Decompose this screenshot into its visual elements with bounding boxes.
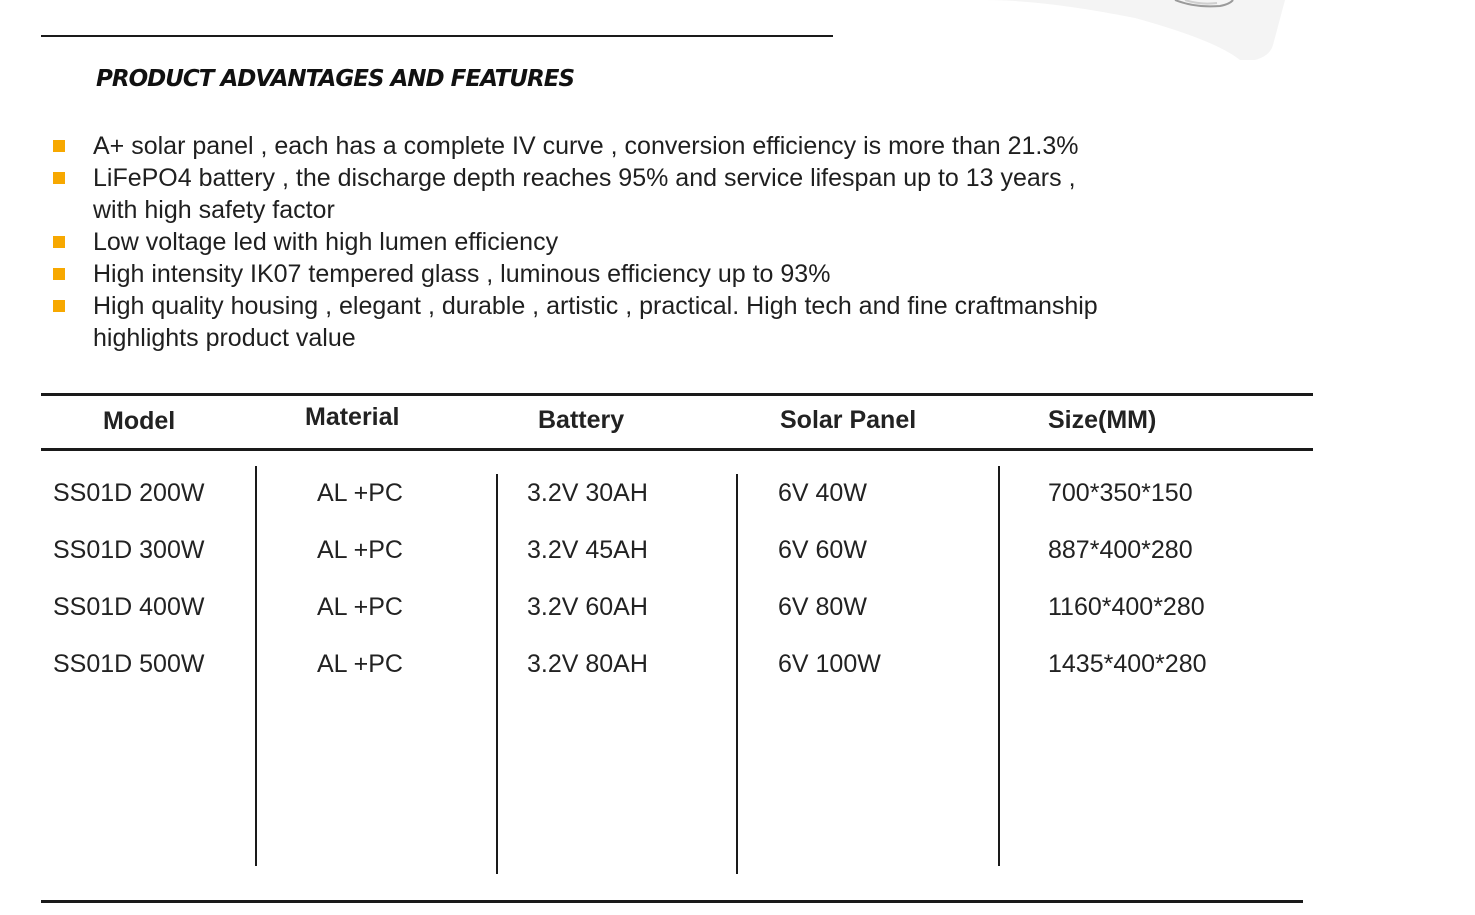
- table-cell-material: AL +PC: [317, 593, 403, 621]
- table-cell-material: AL +PC: [317, 650, 403, 678]
- feature-text: Low voltage led with high lumen efficiency: [93, 228, 559, 256]
- table-cell-model: SS01D 500W: [53, 650, 205, 678]
- table-cell-battery: 3.2V 60AH: [527, 593, 648, 621]
- table-cell-solar-panel: 6V 40W: [778, 479, 867, 507]
- feature-text: High quality housing , elegant , durable , artistic , practical. High tech and fine craftmanship: [93, 292, 1098, 320]
- table-top-rule: [41, 393, 1313, 396]
- column-separator: [255, 466, 257, 866]
- table-cell-size: 1160*400*280: [1048, 593, 1205, 621]
- column-separator: [998, 466, 1000, 866]
- column-separator: [736, 474, 738, 874]
- table-cell-model: SS01D 300W: [53, 536, 205, 564]
- header-material: Material: [305, 403, 400, 431]
- table-cell-material: AL +PC: [317, 536, 403, 564]
- feature-item: [0, 130, 1213, 162]
- column-separator: [496, 474, 498, 874]
- header-solar-panel: Solar Panel: [780, 406, 917, 434]
- square-bullet-icon: [53, 236, 65, 248]
- feature-text-continued: highlights product value: [93, 324, 356, 352]
- header-battery: Battery: [538, 406, 625, 434]
- table-cell-model: SS01D 200W: [53, 479, 205, 507]
- table-header-rule: [41, 448, 1313, 451]
- feature-text-continued: with high safety factor: [93, 196, 335, 224]
- table-cell-solar-panel: 6V 80W: [778, 593, 867, 621]
- table-cell-size: 887*400*280: [1048, 536, 1193, 564]
- table-cell-solar-panel: 6V 60W: [778, 536, 867, 564]
- table-cell-battery: 3.2V 45AH: [527, 536, 648, 564]
- table-cell-material: AL +PC: [317, 479, 403, 507]
- table-cell-size: 700*350*150: [1048, 479, 1193, 507]
- product-image-fragment: [985, 0, 1285, 60]
- top-divider: [41, 35, 833, 37]
- specs-table: [41, 393, 1313, 905]
- feature-item: [0, 226, 1213, 258]
- square-bullet-icon: [53, 140, 65, 152]
- table-cell-solar-panel: 6V 100W: [778, 650, 881, 678]
- section-title: PRODUCT ADVANTAGES AND FEATURES: [96, 66, 575, 92]
- feature-text: A+ solar panel , each has a complete IV curve , conversion efficiency is more than 21.3%: [93, 132, 1079, 160]
- feature-item: [0, 290, 1213, 354]
- table-cell-model: SS01D 400W: [53, 593, 205, 621]
- table-cell-battery: 3.2V 80AH: [527, 650, 648, 678]
- header-size: Size(MM): [1048, 406, 1157, 434]
- feature-item: [0, 258, 1213, 290]
- table-cell-battery: 3.2V 30AH: [527, 479, 648, 507]
- square-bullet-icon: [53, 268, 65, 280]
- feature-list: [0, 130, 1213, 354]
- square-bullet-icon: [53, 172, 65, 184]
- feature-text: High intensity IK07 tempered glass , luminous efficiency up to 93%: [93, 260, 831, 288]
- feature-text: LiFePO4 battery , the discharge depth reaches 95% and service lifespan up to 13 years ,: [93, 164, 1076, 192]
- table-bottom-rule: [41, 900, 1303, 903]
- header-model: Model: [103, 407, 176, 435]
- table-cell-size: 1435*400*280: [1048, 650, 1207, 678]
- square-bullet-icon: [53, 300, 65, 312]
- feature-item: [0, 162, 1213, 226]
